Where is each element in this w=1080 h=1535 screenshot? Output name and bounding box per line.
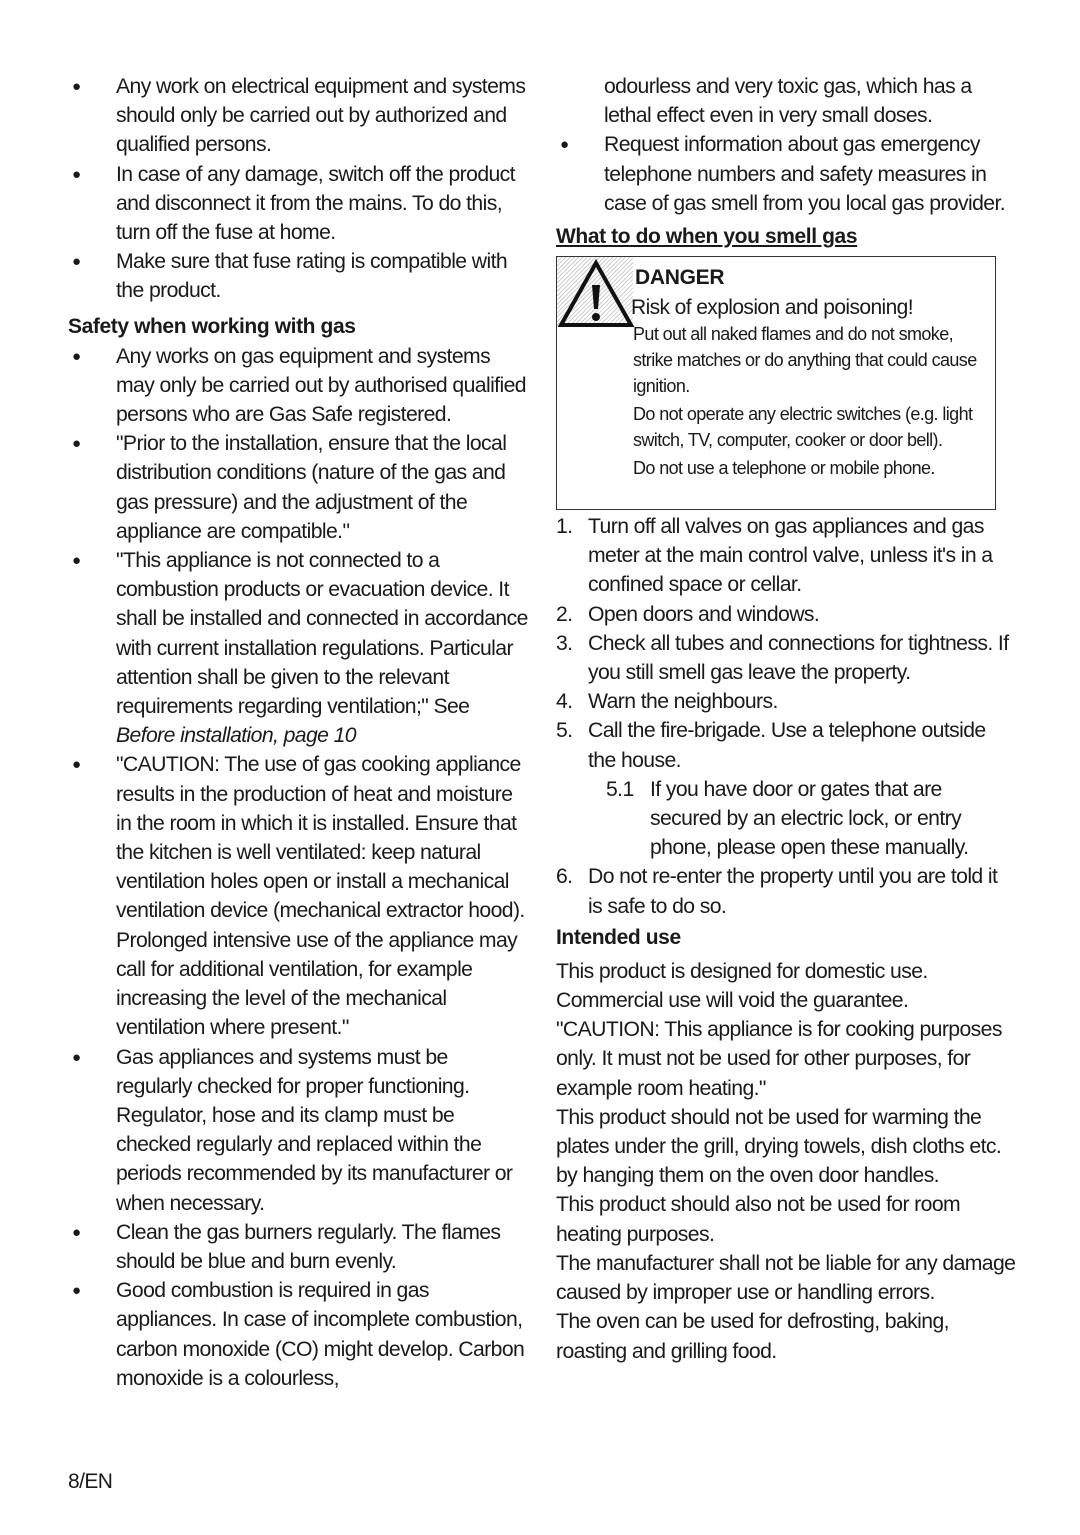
list-item: ● Make sure that fuse rating is compatible with the product. (68, 247, 528, 305)
list-item: ● Gas appliances and systems must be regularly checked for proper functioning. Regulator, hose and its clamp must be checked regularly and replaced within the periods recommended by its manufacturer or when necessary. (68, 1043, 528, 1218)
section-heading-intended-use: Intended use (556, 925, 681, 949)
intended-use-text (556, 957, 1016, 1366)
danger-subtitle: Risk of explosion and poisoning! (631, 296, 913, 320)
continuation-text: odourless and very toxic gas, which has a lethal effect even in very small doses. (604, 75, 972, 128)
danger-line: Do not operate any electric switches (e.g. light switch, TV, computer, cooker or door bell). (633, 404, 973, 451)
list-item: ● "Prior to the installation, ensure that the local distribution conditions (nature of the gas and gas pressure) and the adjustment of the appliance are compatible." (68, 429, 528, 546)
list-item: 3. Check all tubes and connections for tightness. If you still smell gas leave the property. (556, 631, 1009, 685)
list-item: ● Any work on electrical equipment and systems should only be carried out by authorized and qualified persons. (68, 72, 528, 160)
bullet-dot: ● (72, 435, 81, 453)
paragraph: This product is designed for domestic use. Commercial use will void the guarantee. (556, 959, 928, 1013)
bullet-dot: ● (72, 1048, 81, 1066)
cross-reference: Before installation, page 10 (116, 724, 356, 748)
list-item: 1. Turn off all valves on gas appliances and gas meter at the main control valve, unless it's in a confined space or cellar. (556, 515, 993, 597)
left-column (68, 72, 528, 1393)
danger-title: DANGER (635, 266, 725, 290)
list-item: 4. Warn the neighbours. (556, 690, 778, 714)
list-item: ● Clean the gas burners regularly. The flames should be blue and burn evenly. (68, 1218, 528, 1276)
warning-triangle-icon (557, 257, 635, 335)
paragraph: This product should also not be used for room heating purposes. (556, 1193, 961, 1246)
danger-box (556, 256, 996, 510)
list-item: ● Request information about gas emergency telephone numbers and safety measures in case of gas smell from you local gas provider. (556, 130, 1016, 218)
list-item: ● In case of any damage, switch off the product and disconnect it from the mains. To do this, turn off the fuse at home. (68, 160, 528, 248)
paragraph: "CAUTION: This appliance is for cooking purposes only. It must not be used for other purposes, for example room heating." (556, 1018, 1002, 1100)
list-item: 2. Open doors and windows. (556, 602, 820, 626)
gas-smell-steps (556, 512, 1016, 921)
bullet-dot: ● (72, 1282, 81, 1300)
list-item: 5.1 If you have door or gates that are secured by an electric lock, or entry phone, please open these manually. (606, 777, 969, 860)
electrical-safety-list (68, 72, 528, 306)
danger-line: Put out all naked flames and do not smoke, strike matches or do anything that could cause ignition. (633, 324, 977, 397)
bullet-dot: ● (72, 253, 81, 271)
gas-provider-list (556, 130, 1016, 218)
list-item: ● Good combustion is required in gas appliances. In case of incomplete combustion, carbon monoxide (CO) might develop. Carbon monoxide is a colourless, (68, 1276, 528, 1393)
list-item: ● Any works on gas equipment and systems may only be carried out by authorised qualified persons who are Gas Safe registered. (68, 342, 528, 430)
bullet-dot: ● (72, 1223, 81, 1241)
danger-line: Do not use a telephone or mobile phone. (633, 458, 935, 479)
danger-body (633, 321, 993, 483)
paragraph: The oven can be used for defrosting, baking, roasting and grilling food. (556, 1310, 949, 1363)
list-item: ● "This appliance is not connected to a combustion products or evacuation device. It shall be installed and connected in accordance with current installation regulations. Particular attention shall be given to the relevant requirements regarding ventilation;" See Before installation, page 10 (68, 546, 528, 750)
bullet-dot: ● (72, 78, 81, 95)
bullet-dot: ● (72, 552, 81, 570)
gas-safety-list (68, 342, 528, 1393)
section-heading-smell-gas: What to do when you smell gas (556, 225, 858, 249)
bullet-dot: ● (560, 136, 569, 154)
bullet-dot: ● (72, 165, 81, 183)
right-column (556, 72, 1016, 1366)
list-item: 5. Call the fire-brigade. Use a telephone outside the house. (556, 719, 986, 772)
page-number: 8/EN (68, 1470, 113, 1493)
bullet-dot: ● (72, 347, 81, 365)
section-heading-gas-safety: Safety when working with gas (68, 314, 356, 338)
bullet-dot: ● (72, 756, 81, 774)
paragraph: The manufacturer shall not be liable for any damage caused by improper use or handling errors. (556, 1251, 1016, 1305)
list-item: ● "CAUTION: The use of gas cooking appliance results in the production of heat and moisture in the room in which it is installed. Ensure that the kitchen is well ventilated: keep natural ventilation holes open or install a mechanical ventilation device (mechanical extractor hood). Prolonged intensive use of the appliance may call for additional ventilation, for example increasing the level of the mechanical ventilation where present." (68, 750, 528, 1042)
list-item: 6. Do not re-enter the property until you are told it is safe to do so. (556, 865, 998, 918)
paragraph: This product should not be used for warming the plates under the grill, drying towels, dish cloths etc. by hanging them on the oven door handles. (556, 1105, 1002, 1188)
